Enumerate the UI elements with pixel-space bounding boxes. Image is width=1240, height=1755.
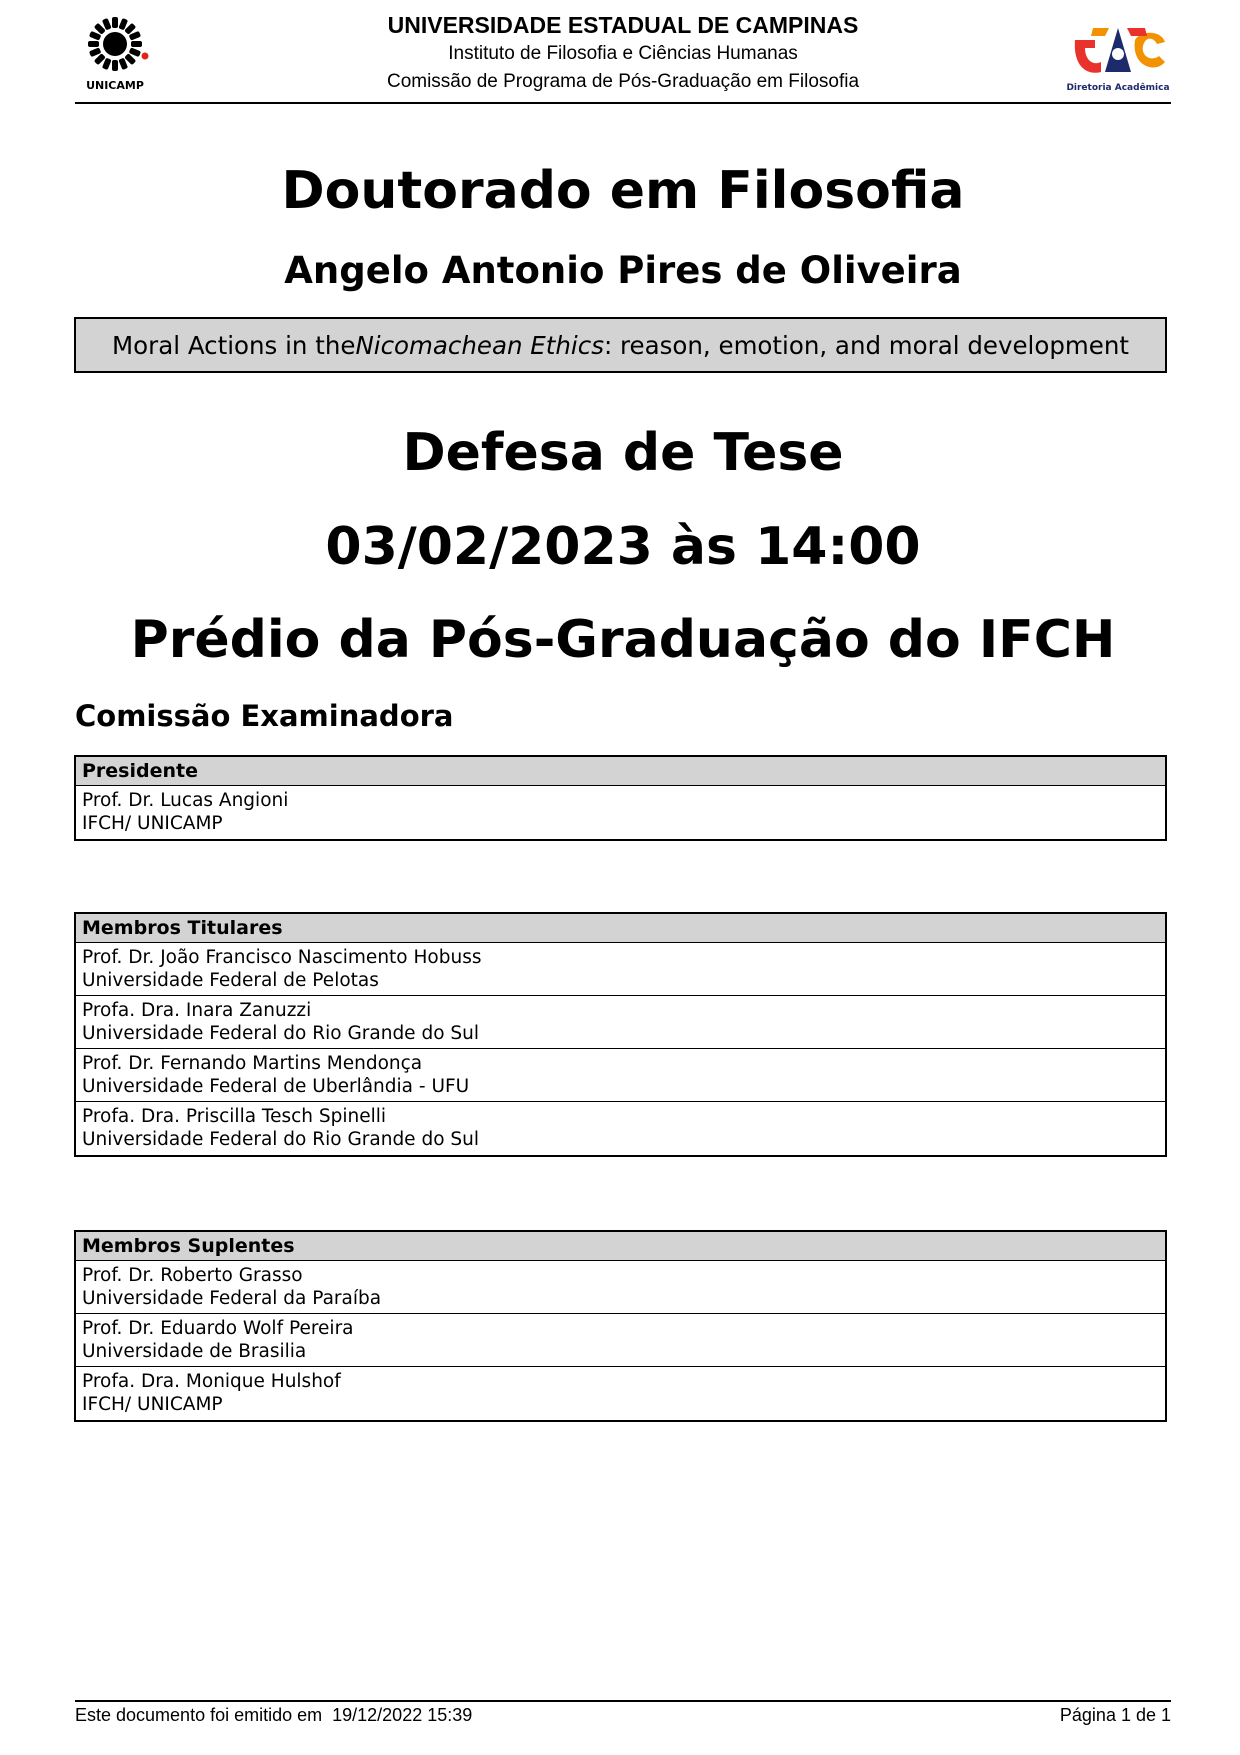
- member-name: Prof. Dr. Lucas Angioni: [82, 790, 289, 811]
- suplentes-table: [74, 1230, 1167, 1422]
- member-name: Prof. Dr. Fernando Martins Mendonça: [82, 1053, 423, 1074]
- member-institution: Universidade de Brasilia: [82, 1341, 307, 1362]
- commission-name: Comissão de Programa de Pós-Graduação em Filosofia: [386, 71, 860, 92]
- president-heading: Presidente: [76, 757, 1165, 786]
- program-title: Doutorado em Filosofia: [281, 161, 965, 221]
- thesis-title-box: [74, 317, 1167, 373]
- event-location: Prédio da Pós-Graduação do IFCH: [130, 610, 1116, 670]
- member-institution: IFCH/ UNICAMP: [82, 813, 223, 834]
- titulares-heading: Membros Titulares: [76, 914, 1165, 943]
- committee-member: [76, 786, 1165, 839]
- member-institution: Universidade Federal da Paraíba: [82, 1288, 382, 1309]
- suplentes-heading: Membros Suplentes: [76, 1232, 1165, 1261]
- institute-name: Instituto de Filosofia e Ciências Humanas: [448, 43, 798, 64]
- page-footer: [75, 1700, 1171, 1725]
- page-number: Página 1 de 1: [1059, 1705, 1171, 1725]
- titulares-table: [74, 912, 1167, 1157]
- thesis-title-part2: : reason, emotion, and moral development: [603, 330, 1129, 360]
- university-name: UNIVERSIDADE ESTADUAL DE CAMPINAS: [387, 12, 859, 38]
- member-name: Prof. Dr. Eduardo Wolf Pereira: [82, 1318, 354, 1339]
- committee-member: [76, 943, 1165, 996]
- committee-member: [76, 1367, 1165, 1420]
- member-name: Profa. Dra. Priscilla Tesch Spinelli: [82, 1106, 387, 1127]
- member-institution: Universidade Federal do Rio Grande do Sul: [82, 1023, 480, 1044]
- dac-logo-text: Diretoria Acadêmica: [1066, 83, 1170, 93]
- president-table: [74, 755, 1167, 841]
- header-text: [195, 8, 1051, 96]
- member-name: Profa. Dra. Inara Zanuzzi: [82, 1000, 312, 1021]
- committee-member: [76, 996, 1165, 1049]
- member-institution: IFCH/ UNICAMP: [82, 1394, 223, 1415]
- page-header: [75, 8, 1171, 104]
- member-institution: Universidade Federal de Pelotas: [82, 970, 379, 991]
- dac-logo-emblem: [1075, 28, 1165, 73]
- member-institution: Universidade Federal de Uberlândia - UFU: [82, 1076, 470, 1097]
- committee-section-title: Comissão Examinadora: [75, 699, 454, 733]
- committee-member: [76, 1314, 1165, 1367]
- unicamp-logo-text: UNICAMP: [86, 79, 144, 92]
- issued-timestamp: Este documento foi emitido em 19/12/2022 15:39: [75, 1705, 473, 1725]
- member-name: Prof. Dr. Roberto Grasso: [82, 1265, 303, 1286]
- committee-member: [76, 1049, 1165, 1102]
- member-institution: Universidade Federal do Rio Grande do Sul: [82, 1129, 480, 1150]
- committee-member: [76, 1102, 1165, 1155]
- event-title: Defesa de Tese: [402, 423, 844, 483]
- student-name: Angelo Antonio Pires de Oliveira: [284, 249, 962, 292]
- dac-logo: [1065, 20, 1171, 96]
- unicamp-logo: [79, 14, 157, 94]
- thesis-title-part1: Moral Actions in the: [112, 330, 356, 360]
- event-datetime: 03/02/2023 às 14:00: [325, 517, 921, 577]
- unicamp-logo-emblem: [88, 17, 149, 71]
- thesis-title-italic: Nicomachean Ethics: [355, 330, 604, 360]
- member-name: Prof. Dr. João Francisco Nascimento Hobuss: [82, 947, 482, 968]
- committee-member: [76, 1261, 1165, 1314]
- member-name: Profa. Dra. Monique Hulshof: [82, 1371, 341, 1392]
